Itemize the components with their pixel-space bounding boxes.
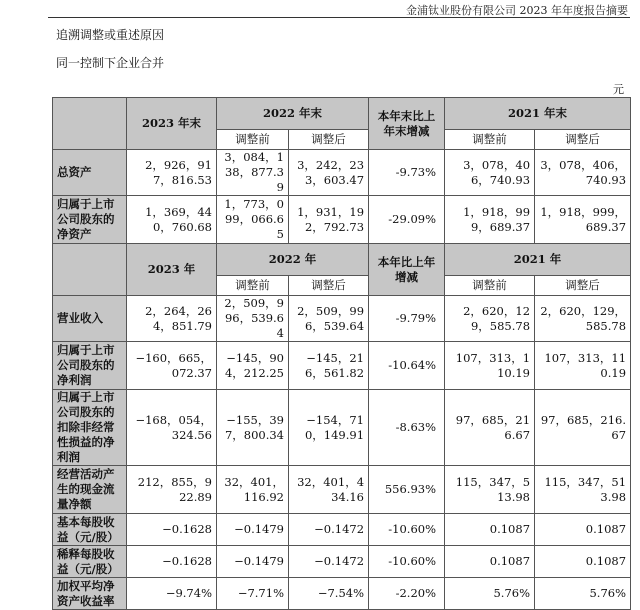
- cell-2021-after: 97，685，216.67: [535, 390, 631, 466]
- table-row: [53, 296, 631, 342]
- cell-2022-after: 1，931，192，792.73: [289, 196, 369, 244]
- cell-2021-before: 3，078，406，740.93: [445, 150, 535, 196]
- section-title: 追溯调整或重述原因: [56, 28, 165, 42]
- cell-2023: −160，665，072.37: [127, 342, 217, 390]
- row-label: 经营活动产生的现金流量净额: [53, 466, 127, 514]
- cell-2022-before: 32，401，116.92: [217, 466, 289, 514]
- cell-2022-after: −0.1472: [289, 514, 369, 546]
- cell-change: -2.20%: [369, 578, 445, 610]
- table-row: [53, 342, 631, 390]
- row-label: 归属于上市公司股东的净资产: [53, 196, 127, 244]
- cell-2021-after: 115，347，513.98: [535, 466, 631, 514]
- table-row: [53, 514, 631, 546]
- cell-2021-after: 5.76%: [535, 578, 631, 610]
- row-label: 基本每股收益（元/股）: [53, 514, 127, 546]
- cell-2022-after: −145，216，561.82: [289, 342, 369, 390]
- financial-data-table: [52, 97, 631, 610]
- cell-2021-after: 3，078，406，740.93: [535, 150, 631, 196]
- cell-2021-before: 0.1087: [445, 514, 535, 546]
- subheader-2022-after: 调整后: [289, 130, 369, 150]
- cell-2021-after: 0.1087: [535, 514, 631, 546]
- cell-2022-after: −154，710，149.91: [289, 390, 369, 466]
- cell-2023: −0.1628: [127, 546, 217, 578]
- cell-change: -8.63%: [369, 390, 445, 466]
- cell-2023: 2，264，264，851.79: [127, 296, 217, 342]
- header-change: 本年比上年增减: [369, 244, 445, 296]
- cell-change: -10.64%: [369, 342, 445, 390]
- row-label: 归属于上市公司股东的扣除非经常性损益的净利润: [53, 390, 127, 466]
- cell-2021-before: 0.1087: [445, 546, 535, 578]
- cell-2022-before: 3，084，138，877.39: [217, 150, 289, 196]
- cell-2021-after: 1，918，999，689.37: [535, 196, 631, 244]
- cell-2021-after: 0.1087: [535, 546, 631, 578]
- table-row: [53, 466, 631, 514]
- cell-change: 556.93%: [369, 466, 445, 514]
- table-row: [53, 578, 631, 610]
- subheader-2021-after: 调整后: [535, 276, 631, 296]
- cell-2021-before: 1，918，999，689.37: [445, 196, 535, 244]
- table-row: [53, 150, 631, 196]
- cell-2022-before: −0.1479: [217, 514, 289, 546]
- table1-header-row: [53, 98, 631, 130]
- cell-2022-before: 2，509，996，539.64: [217, 296, 289, 342]
- table-row: [53, 196, 631, 244]
- row-label: 稀释每股收益（元/股）: [53, 546, 127, 578]
- cell-change: -9.73%: [369, 150, 445, 196]
- row-label: 总资产: [53, 150, 127, 196]
- cell-2023: −168，054，324.56: [127, 390, 217, 466]
- row-label: 归属于上市公司股东的净利润: [53, 342, 127, 390]
- cell-2022-before: −145，904，212.25: [217, 342, 289, 390]
- table2-header-row: [53, 244, 631, 276]
- subheader-2021-before: 调整前: [445, 130, 535, 150]
- subheader-2022-before: 调整前: [217, 276, 289, 296]
- cell-2022-before: −0.1479: [217, 546, 289, 578]
- cell-2022-after: −7.54%: [289, 578, 369, 610]
- cell-2023: −0.1628: [127, 514, 217, 546]
- row-label: 营业收入: [53, 296, 127, 342]
- header-change: 本年末比上年末增减: [369, 98, 445, 150]
- header-2022: 2022 年末: [217, 98, 369, 130]
- cell-change: -10.60%: [369, 514, 445, 546]
- subheader-2022-after: 调整后: [289, 276, 369, 296]
- cell-2022-before: 1，773，099，066.65: [217, 196, 289, 244]
- cell-change: -9.79%: [369, 296, 445, 342]
- cell-change: -29.09%: [369, 196, 445, 244]
- cell-2021-after: 2，620，129，585.78: [535, 296, 631, 342]
- document-header: 金浦钛业股份有限公司 2023 年年度报告摘要: [406, 4, 628, 17]
- header-label-cell: [53, 98, 127, 150]
- subheader-2022-before: 调整前: [217, 130, 289, 150]
- cell-2022-after: −0.1472: [289, 546, 369, 578]
- cell-2023: 212，855，922.89: [127, 466, 217, 514]
- cell-2023: 2，926，917，816.53: [127, 150, 217, 196]
- cell-2022-before: −7.71%: [217, 578, 289, 610]
- table-row: [53, 546, 631, 578]
- cell-2021-before: 115，347，513.98: [445, 466, 535, 514]
- cell-2021-before: 107，313，110.19: [445, 342, 535, 390]
- subheader-2021-before: 调整前: [445, 276, 535, 296]
- header-2023: 2023 年末: [127, 98, 217, 150]
- subsection-title: 同一控制下企业合并: [56, 56, 165, 70]
- header-2023: 2023 年: [127, 244, 217, 296]
- table-row: [53, 390, 631, 466]
- cell-2022-after: 32，401，434.16: [289, 466, 369, 514]
- cell-2021-after: 107，313，110.19: [535, 342, 631, 390]
- cell-2022-after: 2，509，996，539.64: [289, 296, 369, 342]
- cell-2023: 1，369，440，760.68: [127, 196, 217, 244]
- cell-2021-before: 5.76%: [445, 578, 535, 610]
- cell-change: -10.60%: [369, 546, 445, 578]
- cell-2022-after: 3，242，233，603.47: [289, 150, 369, 196]
- header-2021: 2021 年末: [445, 98, 631, 130]
- header-divider: [48, 17, 630, 18]
- header-label-cell: [53, 244, 127, 296]
- row-label: 加权平均净资产收益率: [53, 578, 127, 610]
- cell-2021-before: 97，685，216.67: [445, 390, 535, 466]
- currency-unit: 元: [613, 83, 624, 96]
- header-2022: 2022 年: [217, 244, 369, 276]
- cell-2021-before: 2，620，129，585.78: [445, 296, 535, 342]
- header-2021: 2021 年: [445, 244, 631, 276]
- cell-2022-before: −155，397，800.34: [217, 390, 289, 466]
- cell-2023: −9.74%: [127, 578, 217, 610]
- subheader-2021-after: 调整后: [535, 130, 631, 150]
